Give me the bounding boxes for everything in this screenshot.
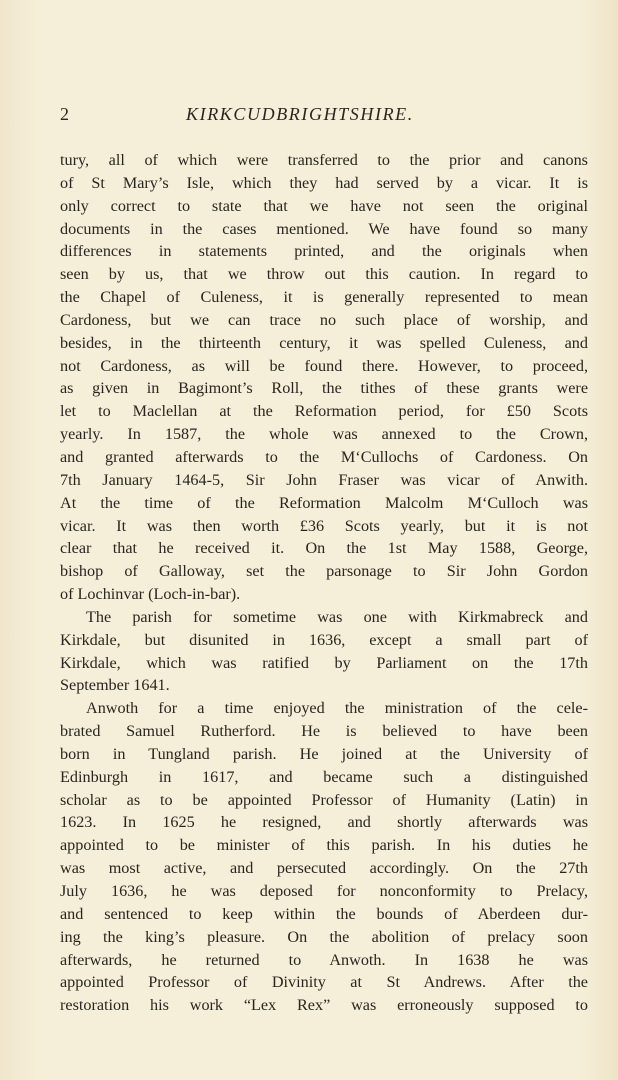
text-line: July 1636, he was deposed for nonconformity to Prelacy, <box>60 882 588 900</box>
text-line: bishop of Galloway, set the parsonage to Sir John Gordon <box>60 562 588 581</box>
text-line: Kirkdale, which was ratified by Parliament on the 17th <box>60 653 588 672</box>
text-line: let to Maclellan at the Reformation period, for £50 Scots <box>60 402 588 421</box>
text-line: Kirkdale, but disunited in 1636, except a small part of <box>60 630 588 649</box>
text-line: appointed Professor of Divinity at St Andrews. After the <box>60 973 588 992</box>
text-line: tury, all of which were transferred to the prior and canons <box>60 151 588 169</box>
text-line: differences in statements printed, and the originals when <box>60 242 588 261</box>
text-line: of Lochinvar (Loch-in-bar). <box>60 585 241 604</box>
text-line: as given in Bagimont’s Roll, the tithes of these grants were <box>60 379 588 398</box>
text-line: was most active, and persecuted accordingly. On the 27th <box>60 859 588 878</box>
text-line: September 1641. <box>60 676 170 695</box>
text-line: The parish for sometime was one with Kirkmabreck and <box>86 607 588 626</box>
text-line: 1623. In 1625 he resigned, and shortly afterwards was <box>60 813 588 832</box>
text-line: appointed to be minister of this parish. In his duties he <box>60 836 588 855</box>
text-line: afterwards, he returned to Anwoth. In 1638 he was <box>60 950 588 969</box>
text-line: born in Tungland parish. He joined at the University of <box>60 744 588 763</box>
text-line: and granted afterwards to the M‘Cullochs of Cardoness. On <box>60 447 588 466</box>
page-header <box>60 101 560 127</box>
text-line: yearly. In 1587, the whole was annexed to the Crown, <box>60 425 588 444</box>
text-line: 7th January 1464-5, Sir John Fraser was vicar of Anwith. <box>60 470 588 489</box>
text-line: Edinburgh in 1617, and became such a distinguished <box>60 767 588 786</box>
text-line: documents in the cases mentioned. We have found so many <box>60 219 588 238</box>
text-line: and sentenced to keep within the bounds of Aberdeen dur- <box>60 904 588 923</box>
text-line: the Chapel of Culeness, it is generally represented to mean <box>60 288 588 307</box>
text-line: Cardoness, but we can trace no such place of worship, and <box>60 310 588 329</box>
text-line: besides, in the thirteenth century, it was spelled Culeness, and <box>60 333 588 352</box>
text-line: not Cardoness, as will be found there. However, to proceed, <box>60 356 588 375</box>
text-line: of St Mary’s Isle, which they had served by a vicar. It is <box>60 173 588 192</box>
text-line: clear that he received it. On the 1st May 1588, George, <box>60 539 588 558</box>
text-line: restoration his work “Lex Rex” was erroneously supposed to <box>60 996 588 1015</box>
body-text <box>60 149 588 1017</box>
text-line: brated Samuel Rutherford. He is believed to have been <box>60 722 588 741</box>
page-number: 2 <box>60 104 69 124</box>
running-head: KIRKCUDBRIGHTSHIRE. <box>186 104 414 124</box>
text-line: only correct to state that we have not seen the original <box>60 196 588 215</box>
text-line: At the time of the Reformation Malcolm M‘Culloch was <box>60 493 588 512</box>
text-line: seen by us, that we throw out this caution. In regard to <box>60 265 588 284</box>
text-line: scholar as to be appointed Professor of Humanity (Latin) in <box>60 790 588 809</box>
text-line: Anwoth for a time enjoyed the ministration of the cele- <box>86 699 588 718</box>
text-line: ing the king’s pleasure. On the abolition of prelacy soon <box>60 927 588 946</box>
text-line: vicar. It was then worth £36 Scots yearly, but it is not <box>60 516 588 535</box>
